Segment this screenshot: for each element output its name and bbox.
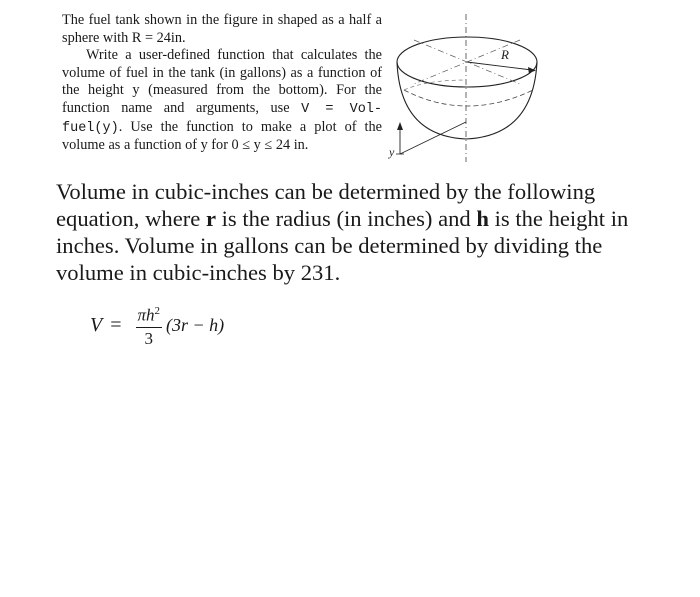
height-arrowhead <box>397 122 403 130</box>
tank-diagram <box>386 10 544 170</box>
radius-variable: r <box>205 206 216 231</box>
formula-h: h <box>146 305 155 325</box>
explanation-part-3: is the height in inches. Volume in gallons can be determined by dividing the volume in cubic-inches by 231. <box>56 206 629 285</box>
formula-lhs: V <box>90 313 103 336</box>
half-sphere-tank-figure <box>386 10 544 170</box>
problem-statement <box>62 12 382 155</box>
problem-text-part-1: Write a user-defined function that calculates the volume of fuel in the tank (in gallons) as a function of the height y (measured from the bottom). For the function name and arguments, use <box>62 47 382 116</box>
volume-formula <box>90 298 224 352</box>
problem-paragraph-1: The fuel tank shown in the figure in shaped as a half a sphere with R = 24in. <box>62 12 382 46</box>
problem-paragraph-2 <box>62 47 382 155</box>
formula-pi: π <box>137 305 147 325</box>
radius-label: R <box>501 47 509 62</box>
formula-numerator <box>136 301 163 329</box>
height-label: y <box>389 145 395 159</box>
problem-text-part-2: . Use the function to make a plot of the volume as a function of y for 0 ≤ y ≤ 24 in. <box>62 118 382 154</box>
fuel-level-back <box>404 80 466 90</box>
formula-exponent: 2 <box>154 304 161 317</box>
function-signature-code: V = Vol-fuel(y) <box>62 101 383 136</box>
height-variable: h <box>476 206 489 231</box>
tank-bowl <box>397 62 537 139</box>
explanation-part-1: Volume in cubic-inches can be determined by the following equation, where <box>56 179 596 231</box>
formula-denominator: 3 <box>144 329 154 349</box>
explanation-part-2: is the radius (in inches) and <box>215 206 477 231</box>
formula-tail: (3r − h) <box>166 314 225 335</box>
volume-explanation <box>56 178 666 286</box>
formula-fraction <box>136 301 163 350</box>
formula-equals: = <box>110 313 122 336</box>
fuel-level-line <box>404 90 533 106</box>
